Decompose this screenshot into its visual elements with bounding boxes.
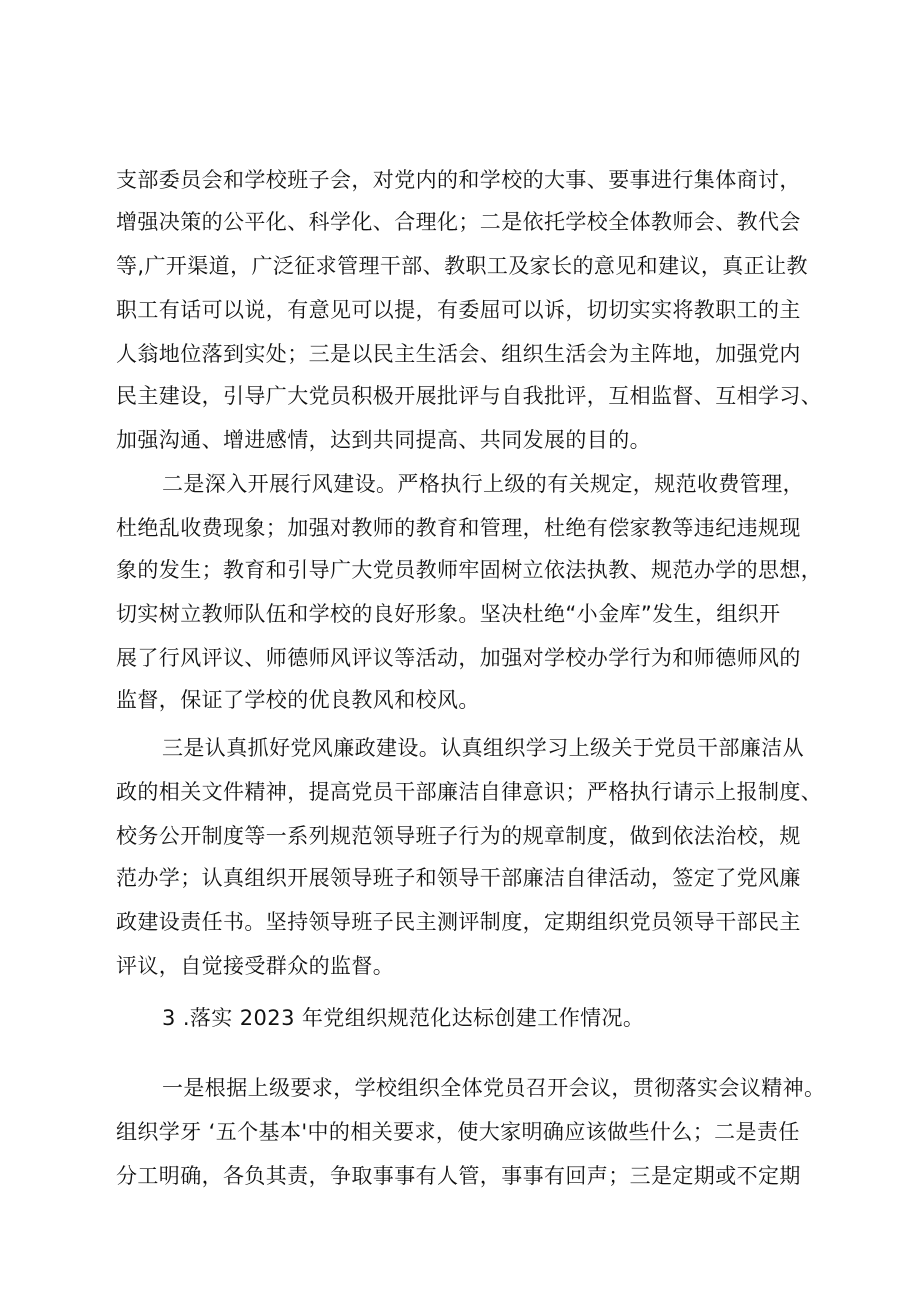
text-line: 政建设责任书。坚持领导班子民主测评制度，定期组织党员领导干部民主 <box>116 910 801 934</box>
text-line: 等,广开渠道，广泛征求管理干部、教职工及家长的意见和建议，真正让教 <box>116 254 808 278</box>
text-line: 展了行风评议、师德师风评议等活动，加强对学校办学行为和师德师风的 <box>116 646 801 670</box>
text-line: 范办学；认真组织开展领导班子和领导干部廉洁自律活动，签定了党风廉 <box>116 866 801 890</box>
text-line: 校务公开制度等一系列规范领导班子行为的规章制度，做到依法治校，规 <box>116 824 801 848</box>
text-line: 人翁地位落到实处；三是以民主生活会、组织生活会为主阵地，加强党内 <box>116 342 801 366</box>
text-line: 加强沟通、增进感情，达到共同提高、共同发展的目的。 <box>116 428 651 452</box>
text-line: 切实树立教师队伍和学校的良好形象。坚决杜绝“小金库”发生，组织开 <box>116 602 781 626</box>
text-line: 评议，自觉接受群众的监督。 <box>116 954 395 978</box>
text-line: 监督，保证了学校的优良教风和校风。 <box>116 688 480 712</box>
paragraph-start-line: 一是根据上级要求，学校组织全体党员召开会议，贯彻落实会议精神。 <box>162 1076 826 1100</box>
paragraph-start-line: 三是认真抓好党风廉政建设。认真组织学习上级关于党员干部廉洁从 <box>162 736 804 760</box>
section-heading: 3 .落实 2023 年党组织规范化达标创建工作情况。 <box>162 1006 645 1030</box>
text-line: 增强决策的公平化、科学化、合理化；二是依托学校全体教师会、教代会 <box>116 210 801 234</box>
text-line: 政的相关文件精神，提高党员干部廉洁自律意识；严格执行请示上报制度、 <box>116 780 823 804</box>
text-line: 民主建设，引导广大党员积极开展批评与自我批评，互相监督、互相学习、 <box>116 384 823 408</box>
paragraph-start-line: 二是深入开展行风建设。严格执行上级的有关规定，规范收费管理， <box>162 472 804 496</box>
text-line: 分工明确，各负其责，争取事事有人管，事事有回声；三是定期或不定期 <box>116 1164 801 1188</box>
text-line: 职工有话可以说，有意见可以提，有委屈可以诉，切切实实将教职工的主 <box>116 298 801 322</box>
text-line: 杜绝乱收费现象；加强对教师的教育和管理，杜绝有偿家教等违纪违规现 <box>116 516 801 540</box>
text-line: 组织学牙 ‘五个基本'中的相关要求，使大家明确应该做些什么；二是责任 <box>116 1120 800 1144</box>
text-line: 支部委员会和学校班子会，对党内的和学校的大事、要事进行集体商讨， <box>116 168 801 192</box>
text-line: 象的发生；教育和引导广大党员教师牢固树立依法执教、规范办学的思想， <box>116 558 823 582</box>
